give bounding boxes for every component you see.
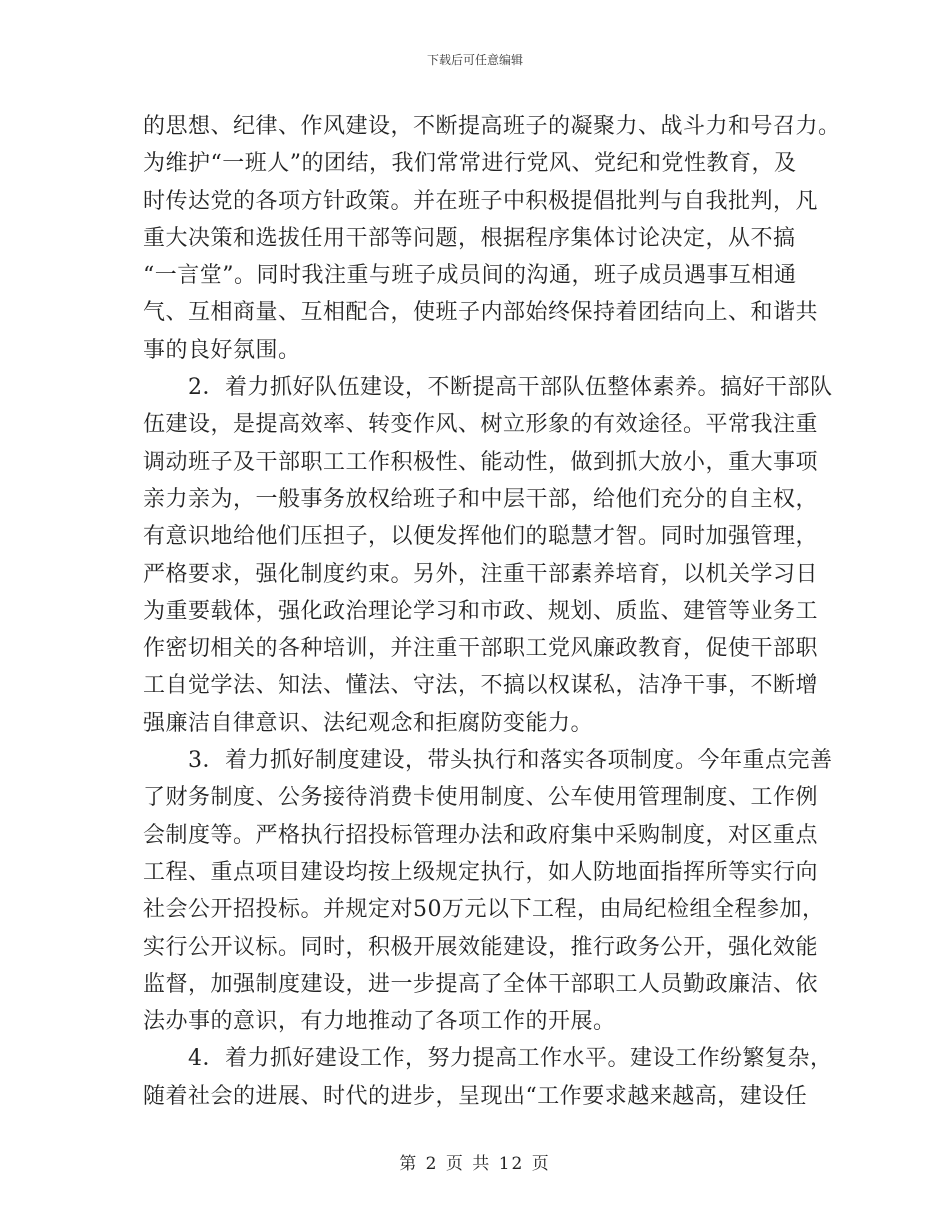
text-line: 2．着力抓好队伍建设，不断提高干部队伍整体素养。搞好干部队: [143, 375, 833, 401]
text-line: 3．着力抓好制度建设，带头执行和落实各项制度。今年重点完善: [143, 748, 833, 774]
text-line: 随着社会的进展、时代的进步，呈现出“工作要求越来越高，建设任: [143, 1083, 808, 1109]
text-line: “一言堂”。同时我注重与班子成员间的沟通，班子成员遇事互相通: [143, 263, 797, 289]
text-line: 会制度等。严格执行招投标管理办法和政府集中采购制度，对区重点: [143, 822, 819, 848]
text-line: 了财务制度、公务接待消费卡使用制度、公车使用管理制度、工作例: [143, 785, 819, 811]
text-line: 工程、重点项目建设均按上级规定执行，如人防地面指挥所等实行向: [143, 859, 819, 885]
text-line: 伍建设，是提高效率、转变作风、树立形象的有效途径。平常我注重: [143, 412, 819, 438]
document-body: [143, 108, 841, 1115]
text-line: 事的良好氛围。: [143, 337, 301, 363]
text-line: 的思想、纪律、作风建设，不断提高班子的凝聚力、战斗力和号召力。: [143, 114, 841, 139]
text-line: 为重要载体，强化政治理论学习和市政、规划、质监、建管等业务工: [143, 598, 819, 624]
text-line: 严格要求，强化制度约束。另外，注重干部素养培育，以机关学习日: [143, 561, 819, 587]
text-line: 强廉洁自律意识、法纪观念和拒腐防变能力。: [143, 710, 594, 736]
text-line: 社会公开招投标。并规定对50万元以下工程，由局纪检组全程参加，: [143, 897, 825, 923]
text-line: 重大决策和选拔任用干部等问题，根据程序集体讨论决定，从不搞: [143, 225, 796, 251]
text-line: 4．着力抓好建设工作，努力提高工作水平。建设工作纷繁复杂，: [143, 1046, 833, 1072]
text-line: 实行公开议标。同时，积极开展效能建设，推行政务公开，强化效能: [143, 934, 819, 960]
page-header: 下载后可任意编辑: [426, 53, 523, 67]
text-line: 有意识地给他们压担子，以便发挥他们的聪慧才智。同时加强管理，: [143, 524, 819, 550]
page-number: 第 2 页 共 12 页: [399, 1154, 551, 1174]
text-line: 时传达党的各项方针政策。并在班子中积极提倡批判与自我批判，凡: [143, 188, 819, 214]
text-line: 亲力亲为，一般事务放权给班子和中层干部，给他们充分的自主权，: [143, 486, 819, 512]
text-line: 作密切相关的各种培训，并注重干部职工党风廉政教育，促使干部职: [143, 636, 819, 662]
text-line: 工自觉学法、知法、懂法、守法，不搞以权谋私，洁净干事，不断增: [143, 673, 819, 699]
text-line: 调动班子及干部职工工作积极性、能动性，做到抓大放小，重大事项: [143, 449, 819, 475]
text-line: 监督，加强制度建设，进一步提高了全体干部职工人员勤政廉洁、依: [143, 971, 819, 997]
text-line: 为维护“一班人”的团结，我们常常进行党风、党纪和党性教育，及: [143, 151, 797, 177]
text-line: 气、互相商量、互相配合，使班子内部始终保持着团结向上、和谐共: [143, 300, 819, 326]
text-line: 法办事的意识，有力地推动了各项工作的开展。: [143, 1009, 616, 1035]
